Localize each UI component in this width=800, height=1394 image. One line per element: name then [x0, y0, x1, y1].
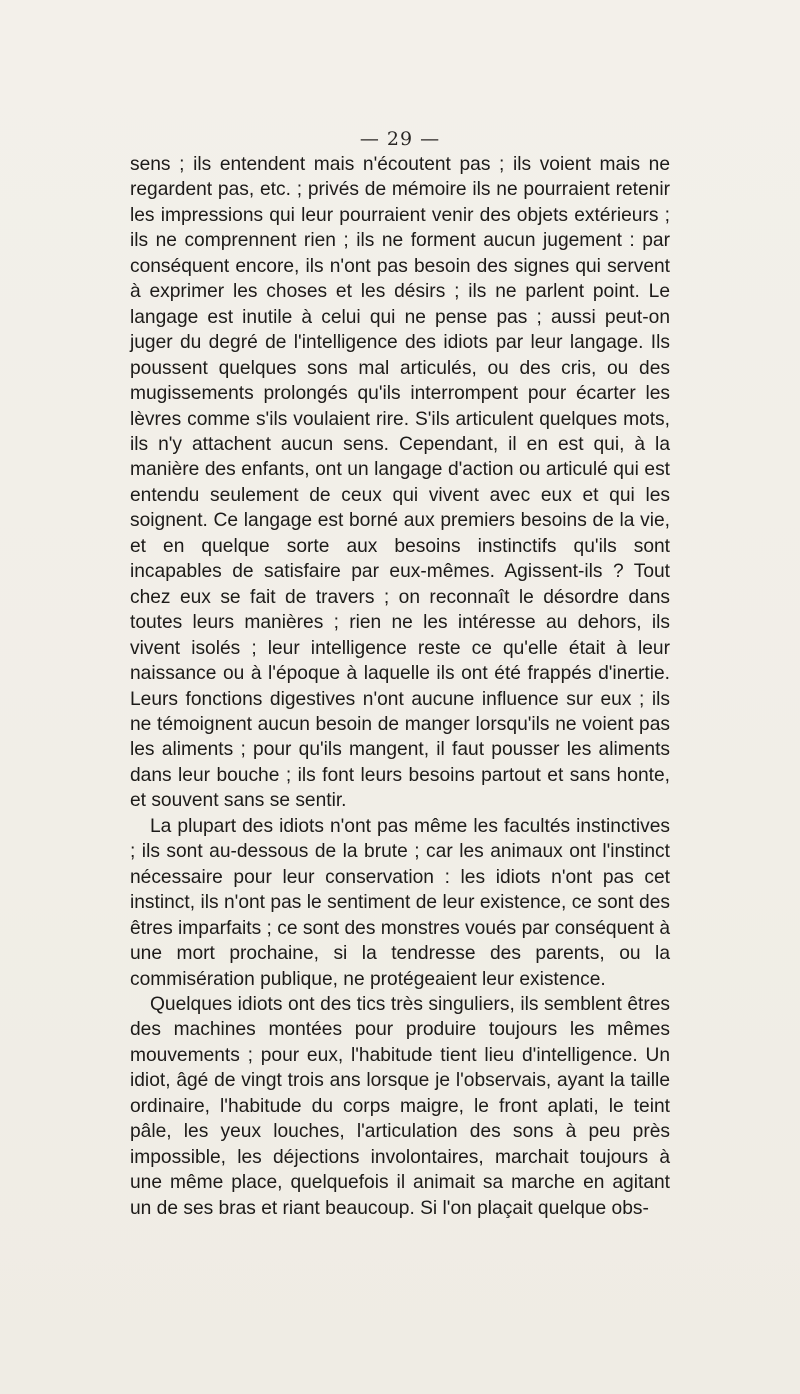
paragraph: La plupart des idiots n'ont pas même les facultés instinctives ; ils sont au-dessous de la brute ; car les animaux ont l'instinct nécessaire pour leur conservation : les idiots n'ont pas cet instinct, ils n'ont pas le sentiment de leur existence, ce sont des êtres imparfaits ; ce sont des monstres voués par conséquent à une mort prochaine, si la tendresse des parents, ou la commisération publique, ne protégeaient leur existence.	[130, 815, 670, 990]
page-number: — 29 —	[359, 128, 441, 150]
page-body-text	[130, 152, 670, 1221]
paragraph: sens ; ils entendent mais n'écoutent pas ; ils voient mais ne regardent pas, etc. ; privés de mémoire ils ne pourraient retenir les impressions qui leur pourraient venir des objets extérieurs ; ils ne comprennent rien ; ils ne forment aucun jugement : par conséquent encore, ils n'ont pas besoin des signes qui servent à exprimer les choses et les désirs ; ils ne parlent point. Le langage est inutile à celui qui ne pense pas ; aussi peut-on juger du degré de l'intelligence des idiots par leur langage. Ils poussent quelques sons mal articulés, ou des cris, ou des mugissements prolongés qu'ils interrompent pour écarter les lèvres comme s'ils voulaient rire. S'ils articulent quelques mots, ils n'y attachent aucun sens. Cependant, il en est qui, à la manière des enfants, ont un langage d'action ou articulé qui est entendu seulement de ceux qui vivent avec eux et qui les soignent. Ce langage est borné aux premiers besoins de la vie, et en quelque sorte aux besoins instinctifs qu'ils sont incapables de satisfaire par eux-mêmes. Agissent-ils ? Tout chez eux se fait de travers ; on reconnaît le désordre dans toutes leurs manières ; rien ne les intéresse au dehors, ils vivent isolés ; leur intelligence reste ce qu'elle était à leur naissance ou à l'époque à laquelle ils ont été frappés d'inertie. Leurs fonctions digestives n'ont aucune influence sur eux ; ils ne témoignent aucun besoin de manger lorsqu'ils ne voient pas les aliments ; pour qu'ils mangent, il faut pousser les aliments dans leur bouche ; ils font leurs besoins partout et sans honte, et souvent sans se sentir.	[130, 154, 670, 812]
paragraph: Quelques idiots ont des tics très singuliers, ils semblent êtres des machines montées pour produire toujours les mêmes mouvements ; pour eux, l'habitude tient lieu d'intelligence. Un idiot, âgé de vingt trois ans lorsque je l'observais, ayant la taille ordinaire, l'habitude du corps maigre, le front aplati, le teint pâle, les yeux louches, l'articulation des sons à peu près impossible, les déjections involontaires, marchait toujours à une même place, quelquefois il animait sa marche en agitant un de ses bras et riant beaucoup. Si l'on plaçait quelque obs-	[130, 993, 670, 1219]
